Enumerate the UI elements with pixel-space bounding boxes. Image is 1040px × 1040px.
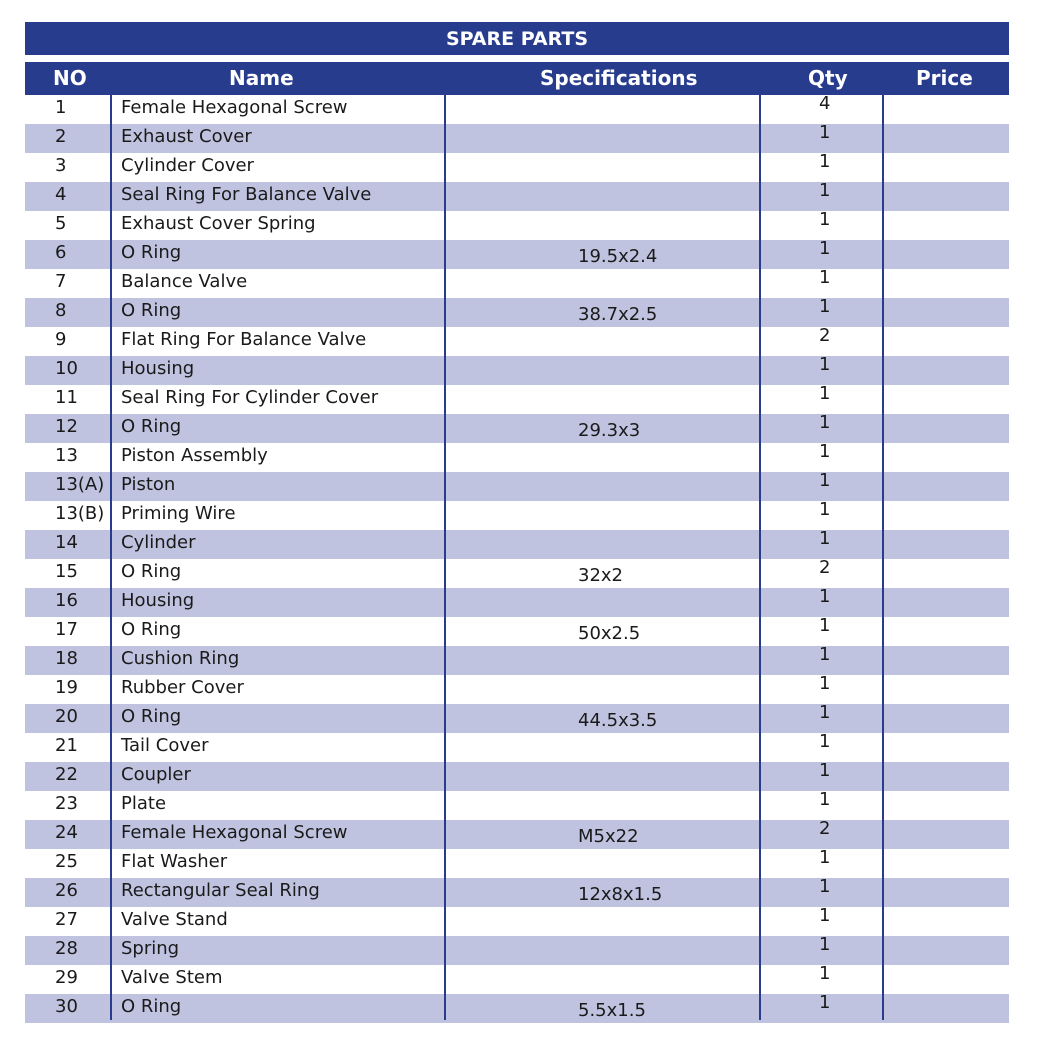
table-row	[25, 153, 1009, 182]
cell-specifications: 5.5x1.5	[578, 1000, 646, 1021]
cell-no: 27	[55, 909, 78, 930]
cell-qty: 1	[819, 528, 831, 549]
table-title	[25, 22, 1009, 55]
table-row	[25, 501, 1009, 530]
cell-qty: 1	[819, 702, 831, 723]
cell-specifications: 19.5x2.4	[578, 246, 658, 267]
cell-no: 13	[55, 445, 78, 466]
cell-qty: 1	[819, 644, 831, 665]
cell-qty: 1	[819, 441, 831, 462]
table-row	[25, 994, 1009, 1023]
cell-qty: 1	[819, 586, 831, 607]
cell-name: Rectangular Seal Ring	[121, 880, 320, 901]
cell-specifications: 44.5x3.5	[578, 710, 658, 731]
cell-no: 14	[55, 532, 78, 553]
cell-name: O Ring	[121, 561, 182, 582]
cell-qty: 1	[819, 847, 831, 868]
table-row	[25, 182, 1009, 211]
cell-qty: 1	[819, 238, 831, 259]
table-row	[25, 878, 1009, 907]
cell-name: O Ring	[121, 619, 182, 640]
cell-no: 8	[55, 300, 67, 321]
cell-no: 11	[55, 387, 78, 408]
cell-qty: 1	[819, 267, 831, 288]
cell-no: 16	[55, 590, 78, 611]
cell-qty: 1	[819, 934, 831, 955]
cell-name: Rubber Cover	[121, 677, 244, 698]
cell-qty: 4	[819, 93, 831, 114]
cell-name: Spring	[121, 938, 180, 959]
cell-qty: 1	[819, 412, 831, 433]
cell-no: 28	[55, 938, 78, 959]
table-title-text: SPARE PARTS	[445, 27, 589, 50]
table-row	[25, 820, 1009, 849]
cell-name: Cushion Ring	[121, 648, 240, 669]
table-row	[25, 530, 1009, 559]
table-body	[25, 95, 1009, 1023]
cell-no: 25	[55, 851, 78, 872]
cell-qty: 1	[819, 673, 831, 694]
cell-no: 29	[55, 967, 78, 988]
cell-name: O Ring	[121, 242, 182, 263]
cell-qty: 1	[819, 499, 831, 520]
cell-no: 18	[55, 648, 78, 669]
cell-name: Flat Ring For Balance Valve	[121, 329, 367, 350]
table-row	[25, 298, 1009, 327]
cell-qty: 1	[819, 122, 831, 143]
cell-name: O Ring	[121, 416, 182, 437]
column-divider	[444, 95, 446, 1020]
table-row	[25, 211, 1009, 240]
table-row	[25, 965, 1009, 994]
cell-name: O Ring	[121, 996, 182, 1017]
cell-no: 23	[55, 793, 78, 814]
cell-name: Plate	[121, 793, 167, 814]
cell-name: Balance Valve	[121, 271, 248, 292]
column-divider	[759, 95, 761, 1020]
cell-name: Exhaust Cover Spring	[121, 213, 316, 234]
cell-no: 13(B)	[55, 503, 105, 524]
cell-qty: 1	[819, 383, 831, 404]
cell-name: O Ring	[121, 300, 182, 321]
table-row	[25, 617, 1009, 646]
cell-specifications: 29.3x3	[578, 420, 641, 441]
header-no: NO	[53, 66, 87, 90]
cell-qty: 1	[819, 905, 831, 926]
table-row	[25, 240, 1009, 269]
cell-name: Valve Stand	[121, 909, 228, 930]
cell-specifications: 38.7x2.5	[578, 304, 658, 325]
table-row	[25, 414, 1009, 443]
cell-name: Housing	[121, 358, 195, 379]
table-row	[25, 588, 1009, 617]
cell-name: Flat Washer	[121, 851, 228, 872]
table-row	[25, 849, 1009, 878]
cell-no: 10	[55, 358, 78, 379]
cell-no: 2	[55, 126, 67, 147]
table-row	[25, 559, 1009, 588]
cell-name: Valve Stem	[121, 967, 223, 988]
column-divider	[882, 95, 884, 1020]
cell-specifications: 12x8x1.5	[578, 884, 663, 905]
cell-no: 4	[55, 184, 67, 205]
cell-specifications: 32x2	[578, 565, 624, 586]
cell-no: 20	[55, 706, 78, 727]
header-price: Price	[916, 66, 973, 90]
table-row	[25, 269, 1009, 298]
cell-qty: 1	[819, 354, 831, 375]
table-row	[25, 472, 1009, 501]
cell-name: Cylinder Cover	[121, 155, 254, 176]
cell-qty: 1	[819, 992, 831, 1013]
header-specifications: Specifications	[540, 66, 698, 90]
cell-no: 21	[55, 735, 78, 756]
table-row	[25, 733, 1009, 762]
cell-qty: 2	[819, 818, 831, 839]
cell-qty: 1	[819, 963, 831, 984]
cell-qty: 2	[819, 325, 831, 346]
cell-no: 7	[55, 271, 67, 292]
cell-no: 9	[55, 329, 67, 350]
table-row	[25, 646, 1009, 675]
cell-no: 24	[55, 822, 78, 843]
cell-no: 12	[55, 416, 78, 437]
cell-no: 15	[55, 561, 78, 582]
table-row	[25, 675, 1009, 704]
table-row	[25, 704, 1009, 733]
cell-qty: 2	[819, 557, 831, 578]
table-row	[25, 385, 1009, 414]
cell-qty: 1	[819, 296, 831, 317]
cell-qty: 1	[819, 789, 831, 810]
cell-qty: 1	[819, 209, 831, 230]
table-row	[25, 327, 1009, 356]
cell-qty: 1	[819, 731, 831, 752]
cell-name: Housing	[121, 590, 195, 611]
cell-no: 13(A)	[55, 474, 105, 495]
cell-no: 17	[55, 619, 78, 640]
cell-no: 22	[55, 764, 78, 785]
cell-name: O Ring	[121, 706, 182, 727]
cell-name: Female Hexagonal Screw	[121, 822, 348, 843]
cell-name: Female Hexagonal Screw	[121, 97, 348, 118]
table-header	[25, 62, 1009, 95]
table-row	[25, 907, 1009, 936]
cell-name: Cylinder	[121, 532, 196, 553]
cell-qty: 1	[819, 180, 831, 201]
cell-qty: 1	[819, 615, 831, 636]
cell-name: Priming Wire	[121, 503, 236, 524]
table-row	[25, 356, 1009, 385]
cell-no: 30	[55, 996, 78, 1017]
table-row	[25, 936, 1009, 965]
table-row	[25, 443, 1009, 472]
cell-specifications: 50x2.5	[578, 623, 641, 644]
cell-name: Seal Ring For Balance Valve	[121, 184, 372, 205]
cell-name: Coupler	[121, 764, 191, 785]
cell-qty: 1	[819, 876, 831, 897]
cell-qty: 1	[819, 151, 831, 172]
cell-specifications: M5x22	[578, 826, 639, 847]
cell-no: 19	[55, 677, 78, 698]
table-row	[25, 124, 1009, 153]
header-qty: Qty	[808, 66, 848, 90]
cell-name: Exhaust Cover	[121, 126, 252, 147]
column-divider	[110, 95, 112, 1020]
cell-name: Seal Ring For Cylinder Cover	[121, 387, 379, 408]
cell-name: Piston	[121, 474, 176, 495]
cell-no: 6	[55, 242, 67, 263]
table-row	[25, 762, 1009, 791]
cell-name: Tail Cover	[121, 735, 209, 756]
header-name: Name	[229, 66, 294, 90]
table-row	[25, 95, 1009, 124]
cell-qty: 1	[819, 760, 831, 781]
table-row	[25, 791, 1009, 820]
cell-name: Piston Assembly	[121, 445, 268, 466]
cell-qty: 1	[819, 470, 831, 491]
cell-no: 3	[55, 155, 67, 176]
cell-no: 26	[55, 880, 78, 901]
cell-no: 5	[55, 213, 67, 234]
cell-no: 1	[55, 97, 67, 118]
